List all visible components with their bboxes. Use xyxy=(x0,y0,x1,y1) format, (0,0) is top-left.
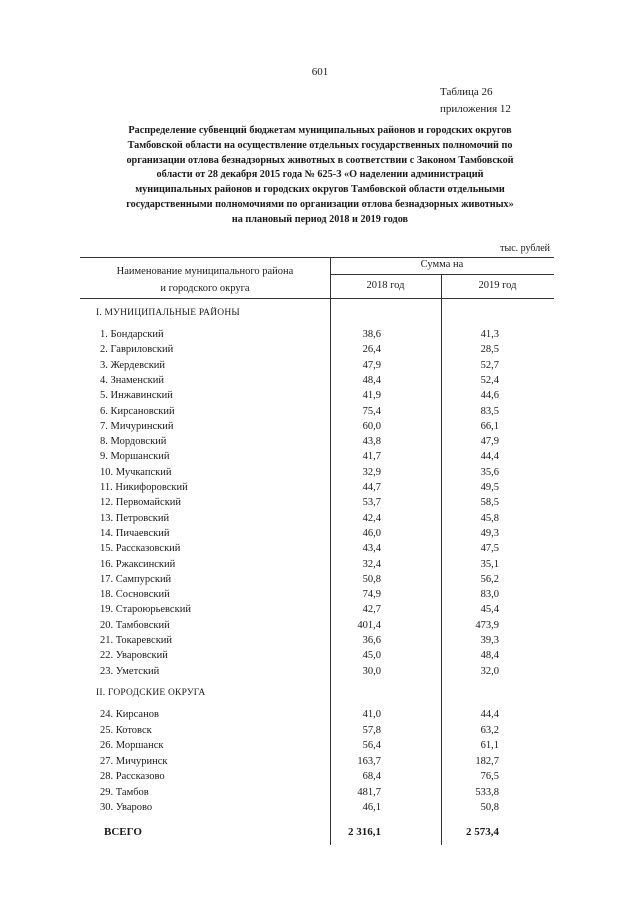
row-value-2019: 45,4 xyxy=(480,604,499,616)
row-name: 2. Гавриловский xyxy=(100,344,174,356)
title-line: области от 28 декабря 2015 года № 625-З «О наделении администраций xyxy=(156,169,484,181)
table-ref-line2: приложения 12 xyxy=(440,103,511,115)
units-label: тыс. рублей xyxy=(500,243,550,254)
row-value-2019: 41,3 xyxy=(480,329,499,340)
row-value-2018: 41,7 xyxy=(362,451,381,463)
row-name: 18. Сосновский xyxy=(100,589,170,601)
row-value-2019: 49,3 xyxy=(480,527,499,539)
row-name: 30. Уварово xyxy=(100,802,153,813)
title-line: организации отлова безнадзорных животных в соответствии с Законом Тамбовской xyxy=(126,154,514,166)
table-row xyxy=(0,543,640,558)
row-name: 25. Котовск xyxy=(100,724,152,736)
row-name: 16. Ржаксинский xyxy=(100,558,176,570)
row-value-2019: 47,5 xyxy=(480,543,499,555)
table-row xyxy=(0,513,640,528)
row-name: 17. Сампурский xyxy=(100,573,172,585)
row-value-2019: 50,8 xyxy=(480,802,499,813)
row-value-2018: 30,0 xyxy=(362,665,381,677)
table-row xyxy=(0,467,640,482)
row-value-2018: 32,9 xyxy=(362,466,381,478)
table-row xyxy=(0,559,640,574)
row-value-2019: 83,0 xyxy=(480,589,499,601)
table-row xyxy=(0,589,640,604)
page-number: 601 xyxy=(311,66,329,78)
row-value-2019: 44,4 xyxy=(480,451,499,463)
row-name: 21. Токаревский xyxy=(100,635,173,646)
row-value-2019: 39,3 xyxy=(480,635,499,646)
table-row xyxy=(0,451,640,466)
table-top-border xyxy=(80,257,554,258)
title-line: Тамбовской области на осуществление отдельных государственных полномочий по xyxy=(127,139,513,151)
row-value-2019: 83,5 xyxy=(480,405,499,417)
table-row xyxy=(0,497,640,512)
table-row xyxy=(0,756,640,771)
table-row xyxy=(0,528,640,543)
section-city-districts: II. ГОРОДСКИЕ ОКРУГА xyxy=(96,688,206,698)
table-row xyxy=(0,421,640,436)
table-row xyxy=(0,375,640,390)
row-name: 14. Пичаевский xyxy=(100,527,170,539)
row-value-2019: 182,7 xyxy=(475,755,499,767)
row-value-2018: 163,7 xyxy=(357,755,381,767)
year-2018-header: 2018 год xyxy=(366,280,405,291)
row-value-2019: 473,9 xyxy=(475,619,499,631)
row-value-2019: 47,9 xyxy=(480,436,499,448)
table-row xyxy=(0,482,640,497)
table-row xyxy=(0,329,640,344)
row-value-2019: 45,8 xyxy=(480,512,499,524)
table-row xyxy=(0,604,640,619)
row-name: 1. Бондарский xyxy=(100,329,164,340)
table-row xyxy=(0,666,640,681)
table-row xyxy=(0,771,640,786)
row-value-2018: 53,7 xyxy=(362,497,381,509)
table-row xyxy=(0,390,640,405)
row-name: 19. Староюрьевский xyxy=(100,604,191,616)
row-value-2019: 56,2 xyxy=(480,573,499,585)
row-value-2018: 26,4 xyxy=(362,344,381,356)
document-title xyxy=(80,124,560,228)
row-value-2019: 52,4 xyxy=(480,374,499,386)
table-row xyxy=(0,709,640,724)
title-line: муниципальных районов и городских округов Тамбовской области отдельными xyxy=(135,184,505,196)
row-value-2018: 36,6 xyxy=(362,635,381,646)
table-ref-line1: Таблица 26 xyxy=(440,86,493,98)
row-value-2019: 49,5 xyxy=(480,482,499,493)
row-name: 3. Жердевский xyxy=(100,359,166,371)
section-municipal-districts: I. МУНИЦИПАЛЬНЫЕ РАЙОНЫ xyxy=(96,308,240,318)
row-name: 7. Мичуринский xyxy=(100,420,174,432)
table-row xyxy=(0,620,640,635)
table-row xyxy=(0,725,640,740)
row-name: 20. Тамбовский xyxy=(100,619,170,631)
row-name: 23. Уметский xyxy=(100,665,160,677)
row-value-2018: 50,8 xyxy=(362,573,381,585)
name-header-line1: Наименование муниципального района xyxy=(116,266,294,277)
table-row xyxy=(0,574,640,589)
row-value-2018: 43,8 xyxy=(362,436,381,448)
row-name: 8. Мордовский xyxy=(100,436,167,448)
row-value-2019: 61,1 xyxy=(480,740,499,751)
row-value-2018: 32,4 xyxy=(362,558,381,570)
row-value-2018: 401,4 xyxy=(357,619,381,631)
row-value-2018: 41,0 xyxy=(362,709,381,720)
row-value-2019: 32,0 xyxy=(480,665,499,677)
row-value-2019: 66,1 xyxy=(480,420,499,432)
row-value-2019: 48,4 xyxy=(480,650,499,662)
row-name: 11. Никифоровский xyxy=(100,482,188,493)
row-value-2018: 48,4 xyxy=(362,374,381,386)
row-value-2019: 58,5 xyxy=(480,497,499,509)
title-line: на плановый период 2018 и 2019 годов xyxy=(231,213,409,225)
name-header-line2: и городского округа xyxy=(160,283,250,294)
row-value-2019: 44,6 xyxy=(480,390,499,402)
row-value-2019: 35,6 xyxy=(480,466,499,478)
total-label: ВСЕГО xyxy=(104,826,142,838)
year-2019-header: 2019 год xyxy=(478,280,517,291)
table-row xyxy=(0,344,640,359)
row-value-2018: 46,0 xyxy=(362,527,381,539)
row-value-2018: 74,9 xyxy=(362,589,381,601)
row-value-2018: 56,4 xyxy=(362,740,381,751)
title-line: государственными полномочиями по организации отлова безнадзорных животных» xyxy=(126,198,514,210)
row-name: 13. Петровский xyxy=(100,512,170,524)
row-name: 15. Рассказовский xyxy=(100,543,181,555)
name-column-header xyxy=(80,263,330,297)
row-value-2019: 28,5 xyxy=(480,344,499,356)
table-row xyxy=(0,635,640,650)
row-value-2018: 75,4 xyxy=(362,405,381,417)
row-value-2018: 47,9 xyxy=(362,359,381,371)
row-name: 26. Моршанск xyxy=(100,740,164,751)
row-value-2018: 46,1 xyxy=(362,802,381,813)
row-value-2018: 42,7 xyxy=(362,604,381,616)
row-value-2018: 44,7 xyxy=(362,482,381,493)
row-value-2018: 42,4 xyxy=(362,512,381,524)
total-value-2018: 2 316,1 xyxy=(348,826,381,838)
table-row xyxy=(0,406,640,421)
row-name: 6. Кирсановский xyxy=(100,405,175,417)
total-value-2019: 2 573,4 xyxy=(466,826,499,838)
table-row xyxy=(0,802,640,817)
row-value-2018: 38,6 xyxy=(362,329,381,340)
row-value-2018: 45,0 xyxy=(362,650,381,662)
title-line: Распределение субвенций бюджетам муниципальных районов и городских округов xyxy=(128,125,512,136)
table-row xyxy=(0,436,640,451)
table-row xyxy=(0,650,640,665)
row-value-2019: 76,5 xyxy=(480,771,499,782)
row-name: 12. Первомайский xyxy=(100,497,182,509)
row-name: 4. Знаменский xyxy=(100,374,164,386)
row-value-2018: 60,0 xyxy=(362,420,381,432)
row-value-2019: 44,4 xyxy=(480,709,499,720)
row-value-2018: 43,4 xyxy=(362,543,381,555)
row-value-2019: 533,8 xyxy=(475,786,499,798)
table-reference xyxy=(440,84,511,118)
row-value-2019: 63,2 xyxy=(480,724,499,736)
row-name: 29. Тамбов xyxy=(100,786,149,798)
table-row xyxy=(0,787,640,802)
row-value-2019: 35,1 xyxy=(480,558,499,570)
row-name: 28. Рассказово xyxy=(100,771,165,782)
row-value-2019: 52,7 xyxy=(480,359,499,371)
row-name: 27. Мичуринск xyxy=(100,755,168,767)
row-name: 9. Моршанский xyxy=(100,451,170,463)
row-value-2018: 57,8 xyxy=(362,724,381,736)
sum-header-divider xyxy=(330,274,554,275)
row-value-2018: 481,7 xyxy=(357,786,381,798)
row-value-2018: 68,4 xyxy=(362,771,381,782)
row-name: 10. Мучкапский xyxy=(100,466,172,478)
table-row xyxy=(0,360,640,375)
sum-header: Сумма на xyxy=(420,259,464,270)
table-row xyxy=(0,740,640,755)
row-name: 5. Инжавинский xyxy=(100,390,173,402)
header-bottom-border xyxy=(80,298,554,299)
row-value-2018: 41,9 xyxy=(362,390,381,402)
row-name: 24. Кирсанов xyxy=(100,709,159,720)
row-name: 22. Уваровский xyxy=(100,650,168,662)
